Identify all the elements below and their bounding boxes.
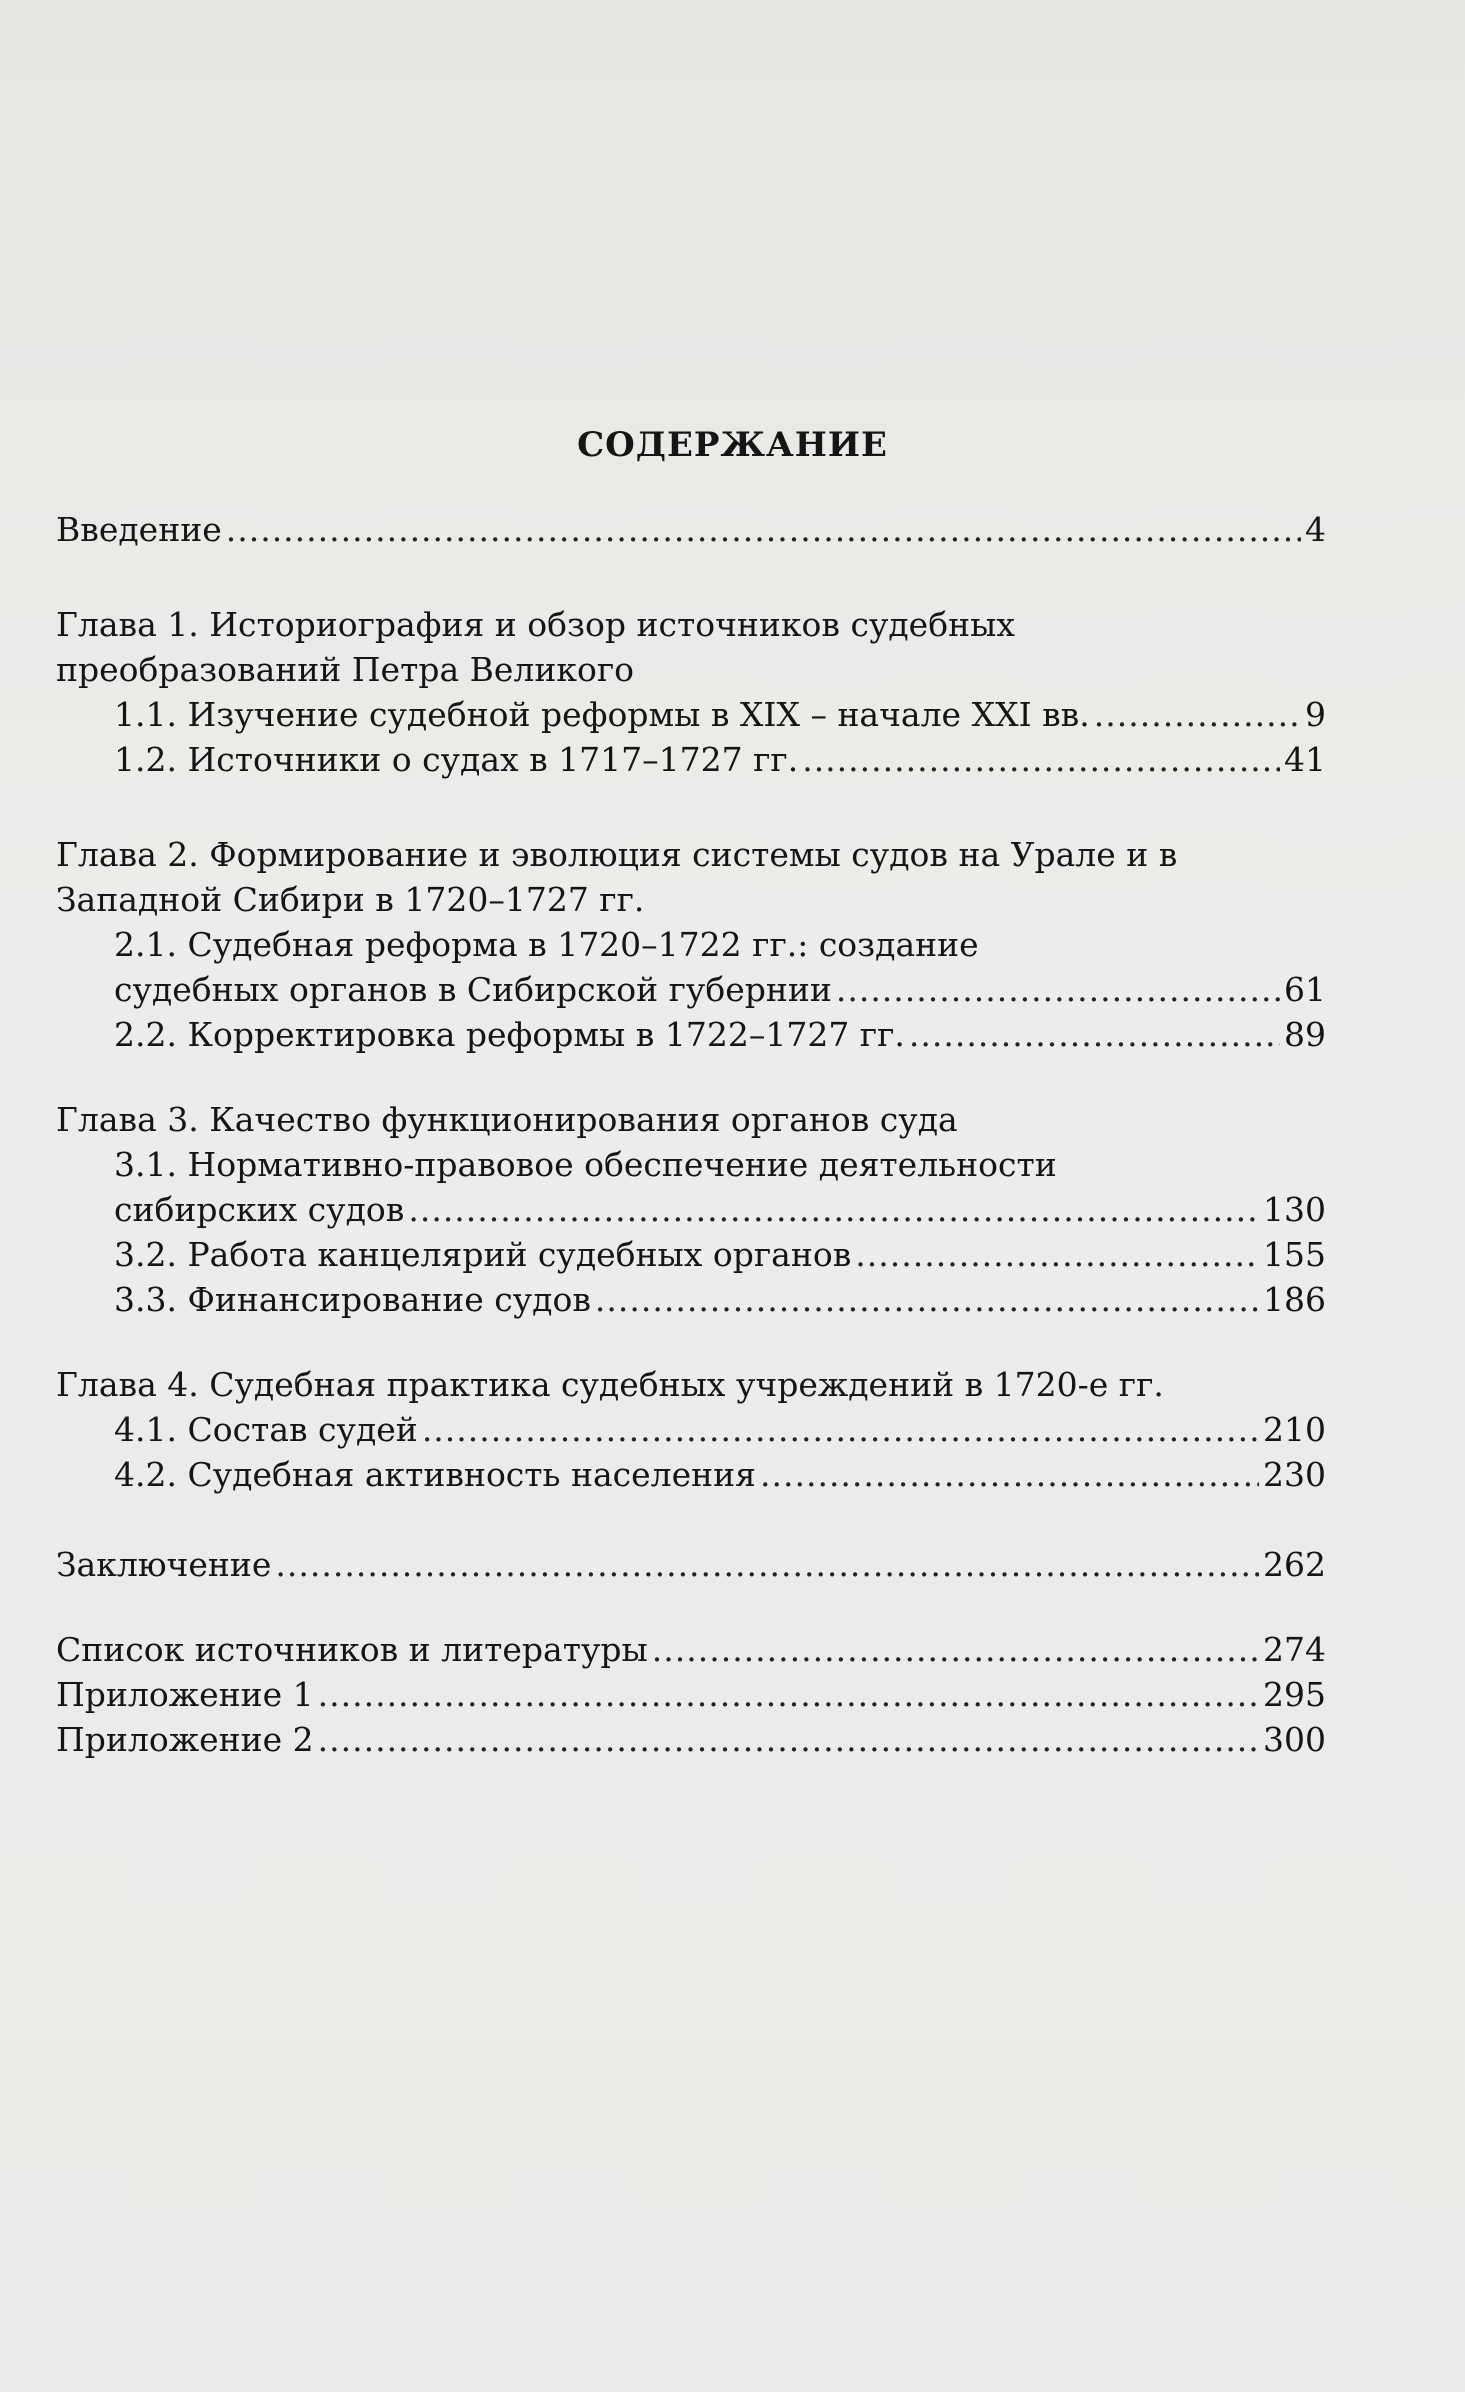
toc-page-number: 4 xyxy=(1305,510,1326,549)
leader-dots xyxy=(1094,695,1301,734)
leader-dots xyxy=(275,1545,1259,1584)
toc-page-number: 61 xyxy=(1284,970,1326,1009)
leader-dots xyxy=(595,1280,1259,1319)
toc-entry-label: Приложение 2 xyxy=(56,1720,314,1759)
section-2-1-title-line-1[interactable]: 2.1. Судебная реформа в 1720–1722 гг.: создание xyxy=(114,925,979,964)
toc-entry-conclusion[interactable] xyxy=(56,1545,1326,1584)
toc-entry-appendix-2[interactable] xyxy=(56,1720,1326,1759)
toc-page-number: 155 xyxy=(1263,1235,1326,1274)
chapter-1-title-line-2[interactable]: преобразований Петра Великого xyxy=(56,650,635,689)
toc-entry-4-1[interactable] xyxy=(114,1410,1326,1449)
chapter-2-title-line-2[interactable]: Западной Сибири в 1720–1727 гг. xyxy=(56,880,645,919)
toc-entry-appendix-1[interactable] xyxy=(56,1675,1326,1714)
toc-entry-label: 3.3. Финансирование судов xyxy=(114,1280,591,1319)
toc-page-number: 9 xyxy=(1305,695,1326,734)
toc-entry-3-1[interactable] xyxy=(114,1190,1326,1229)
toc-page-number: 130 xyxy=(1263,1190,1326,1229)
section-3-1-title-line-1[interactable]: 3.1. Нормативно-правовое обеспечение деятельности xyxy=(114,1145,1057,1184)
toc-entry-label: 2.2. Корректировка реформы в 1722–1727 гг. xyxy=(114,1015,905,1054)
leader-dots xyxy=(318,1675,1259,1714)
toc-entry-2-1[interactable] xyxy=(114,970,1326,1009)
toc-page-number: 230 xyxy=(1263,1455,1326,1494)
toc-page-number: 186 xyxy=(1263,1280,1326,1319)
toc-entry-label: сибирских судов xyxy=(114,1190,405,1229)
leader-dots xyxy=(652,1630,1259,1669)
leader-dots xyxy=(226,510,1301,549)
toc-entry-label: 1.2. Источники о судах в 1717–1727 гг. xyxy=(114,740,799,779)
leader-dots xyxy=(836,970,1280,1009)
toc-page-number: 300 xyxy=(1263,1720,1326,1759)
chapter-4-title[interactable]: Глава 4. Судебная практика судебных учреждений в 1720-е гг. xyxy=(56,1365,1164,1404)
toc-entry-label: судебных органов в Сибирской губернии xyxy=(114,970,832,1009)
chapter-2-title-line-1[interactable]: Глава 2. Формирование и эволюция системы судов на Урале и в xyxy=(56,835,1178,874)
chapter-1-title-line-1[interactable]: Глава 1. Историография и обзор источников судебных xyxy=(56,605,1015,644)
toc-entry-label: 4.2. Судебная активность населения xyxy=(114,1455,756,1494)
toc-entry-label: Приложение 1 xyxy=(56,1675,314,1714)
toc-entry-3-2[interactable] xyxy=(114,1235,1326,1274)
toc-entry-label: Введение xyxy=(56,510,222,549)
leader-dots xyxy=(318,1720,1259,1759)
toc-page-number: 262 xyxy=(1263,1545,1326,1584)
toc-page-number: 295 xyxy=(1263,1675,1326,1714)
leader-dots xyxy=(909,1015,1280,1054)
leader-dots xyxy=(855,1235,1259,1274)
leader-dots xyxy=(760,1455,1259,1494)
toc-entry-4-2[interactable] xyxy=(114,1455,1326,1494)
toc-page-number: 210 xyxy=(1263,1410,1326,1449)
leader-dots xyxy=(422,1410,1259,1449)
chapter-3-title[interactable]: Глава 3. Качество функционирования органов суда xyxy=(56,1100,958,1139)
toc-entry-3-3[interactable] xyxy=(114,1280,1326,1319)
toc-page-number: 41 xyxy=(1284,740,1326,779)
toc-heading: СОДЕРЖАНИЕ xyxy=(577,425,888,465)
leader-dots xyxy=(802,740,1280,779)
toc-entry-label: 4.1. Состав судей xyxy=(114,1410,418,1449)
toc-entry-label: Список источников и литературы xyxy=(56,1630,648,1669)
toc-entry-2-2[interactable] xyxy=(114,1015,1326,1054)
toc-entry-1-1[interactable] xyxy=(114,695,1326,734)
toc-entry-label: 1.1. Изучение судебной реформы в XIX – начале XXI вв. xyxy=(114,695,1090,734)
toc-entry-sources[interactable] xyxy=(56,1630,1326,1669)
toc-entry-intro[interactable] xyxy=(56,510,1326,549)
toc-entry-label: Заключение xyxy=(56,1545,272,1584)
toc-page-number: 274 xyxy=(1263,1630,1326,1669)
toc-page-number: 89 xyxy=(1284,1015,1326,1054)
toc-entry-label: 3.2. Работа канцелярий судебных органов xyxy=(114,1235,852,1274)
toc-entry-1-2[interactable] xyxy=(114,740,1326,779)
leader-dots xyxy=(408,1190,1259,1229)
